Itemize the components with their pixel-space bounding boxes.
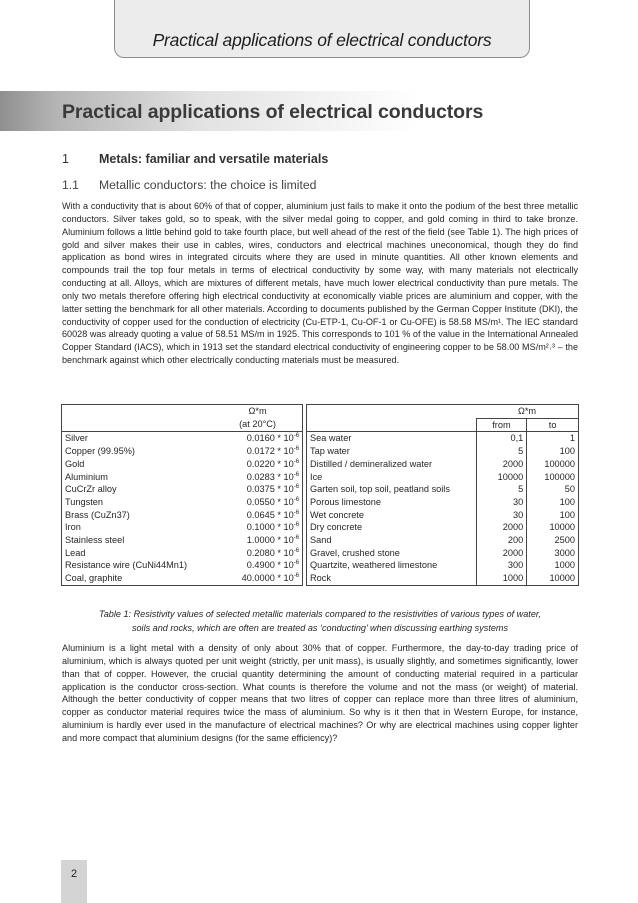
medium-name: Sand	[307, 534, 477, 547]
table-row	[62, 496, 579, 509]
material-resistivity: $0.0645 * 10^{-6}$	[213, 509, 303, 522]
medium-name: Ice	[307, 471, 477, 484]
medium-name: Distilled / demineralized water	[307, 458, 477, 471]
subsection-title: Metallic conductors: the choice is limited	[99, 178, 317, 192]
medium-from: 1000	[476, 572, 527, 585]
exponent: -6	[293, 534, 300, 541]
medium-to: 50	[527, 483, 579, 496]
subsection-number: 1.1	[62, 178, 79, 192]
body-paragraph-2: Aluminium is a light metal with a density of only about 30% that of copper. Furthermore, the day-to-day trading price of aluminium, which is always quoted per unit weight (strictly, per unit mass), is usually slightly, and sometimes significantly, lower than that of copper. However, the crucial quantity determining the amount of conducting material required in a particular application is the conductor cross-section. What counts is therefore the volume and not the mass (or weight) of material. Although the better conductivity of copper means that two litres of copper can replace more than three litres of aluminium, copper as conductor material requires twice the mass of aluminium. So why is it then that in Western Europe, for instance, aluminium is hardly ever used in the manufacture of electrical machines? Or why are electrical machines using copper lighter and more compact that aluminium designs (for the same efficiency)?	[62, 643, 578, 743]
medium-from: 2000	[476, 458, 527, 471]
page-title: Practical applications of electrical conductors	[62, 101, 484, 123]
material-name: Tungsten	[62, 496, 214, 509]
table-row	[62, 458, 579, 471]
material-name: Copper (99.95%)	[62, 445, 214, 458]
material-resistivity: $0.0283 * 10^{-6}$	[213, 471, 303, 484]
material-name: Coal, graphite	[62, 572, 214, 585]
resistivity-table	[61, 404, 579, 586]
material-resistivity: $1.0000 * 10^{-6}$	[213, 534, 303, 547]
table-header-unit-left: Ω*m	[213, 405, 303, 419]
medium-name: Gravel, crushed stone	[307, 547, 477, 560]
table-row	[62, 521, 579, 534]
material-resistivity: $0.0375 * 10^{-6}$	[213, 483, 303, 496]
table-row	[62, 547, 579, 560]
exponent: -6	[293, 496, 300, 503]
medium-from: 2000	[476, 521, 527, 534]
material-name: Silver	[62, 432, 214, 445]
table-row	[62, 471, 579, 484]
table-row	[62, 483, 579, 496]
medium-name: Quartzite, weathered limestone	[307, 559, 477, 572]
material-resistivity: $40.0000 * 10^{-6}$	[213, 572, 303, 585]
table-header-unit-right: Ω*m	[476, 405, 578, 419]
medium-name: Porous limestone	[307, 496, 477, 509]
medium-to: 2500	[527, 534, 579, 547]
exponent: -6	[293, 547, 300, 554]
exponent: -6	[293, 522, 300, 529]
medium-from: 5	[476, 445, 527, 458]
caption-line-2: soils and rocks, which are often are treated as ‘conducting’ when discussing earthing systems	[131, 622, 509, 633]
medium-from: 30	[476, 509, 527, 522]
material-resistivity: $0.0172 * 10^{-6}$	[213, 445, 303, 458]
body-paragraph-1: With a conductivity that is about 60% of that of copper, aluminium just fails to make it onto the podium of the best three metallic conductors. Silver takes gold, so to speak, with the silver medal going to copper, and gold coming in third to take bronze. Aluminium follows a little behind gold to take fourth place, but well ahead of the rest of the field (see Table 1). The high prices of gold and silver makes their use in cables, wires, conductors and electrical machines uneconomical, though they do find application as bond wires in integrated circuits where they are used in minute quantities. All other known elements and compounds trail the top four metals in terms of electrical conductivity by some way, with many materials not electrically conducting at all. Alloys, which are mixtures of different metals, have much lower electrical conductivity than pure metals. The only two metals therefore offering high electrical conductivity at economically viable prices are aluminium and copper, with the latter setting the benchmark for all other materials. According to documents published by the German Copper Institute (DKI), the conductivity of copper used for the conduction of electricity (Cu-ETP-1, Cu-OF-1 or Cu-OFE) is 58.58 MS/m¹. The IEC standard 60028 was already quoting a value of 58.51 MS/m in 1925. This corresponds to 101 % of the value in the International Annealed Copper Standard (IACS), which in 1913 set the standard electrical conductivity of engineering copper to be 58.00 MS/m²˒³ – the benchmark against which other electrically conducting materials must be measured.	[62, 201, 578, 366]
table-body	[62, 432, 579, 585]
material-name: CuCrZr alloy	[62, 483, 214, 496]
material-name: Iron	[62, 521, 214, 534]
running-header	[114, 0, 530, 58]
medium-to: 10000	[527, 521, 579, 534]
material-resistivity: $0.0220 * 10^{-6}$	[213, 458, 303, 471]
material-resistivity: $0.0550 * 10^{-6}$	[213, 496, 303, 509]
material-name: Stainless steel	[62, 534, 214, 547]
medium-from: 300	[476, 559, 527, 572]
section-title: Metals: familiar and versatile materials	[99, 152, 329, 166]
material-resistivity: $0.2080 * 10^{-6}$	[213, 547, 303, 560]
medium-from: 200	[476, 534, 527, 547]
medium-from: 2000	[476, 547, 527, 560]
caption-line-1: Table 1: Resistivity values of selected metallic materials compared to the resistivities of various types of water,	[99, 609, 541, 619]
table-header-blank	[62, 405, 214, 419]
table-row	[62, 432, 579, 445]
exponent: -6	[293, 446, 300, 453]
medium-to: 100000	[527, 471, 579, 484]
medium-to: 10000	[527, 572, 579, 585]
exponent: -6	[293, 433, 300, 440]
table-header-temperature: (at 20°C)	[213, 418, 303, 432]
page-number-box	[61, 860, 87, 903]
medium-name: Dry concrete	[307, 521, 477, 534]
section-heading	[62, 152, 328, 166]
material-resistivity: $0.0160 * 10^{-6}$	[213, 432, 303, 445]
table-row	[62, 509, 579, 522]
table-header-to: to	[527, 418, 579, 432]
table-row	[62, 572, 579, 585]
section-number: 1	[62, 152, 69, 166]
medium-name: Garten soil, top soil, peatland soils	[307, 483, 477, 496]
medium-from: 5	[476, 483, 527, 496]
material-name: Brass (CuZn37)	[62, 509, 214, 522]
material-name: Lead	[62, 547, 214, 560]
material-name: Aluminium	[62, 471, 214, 484]
exponent: -6	[293, 458, 300, 465]
material-name: Resistance wire (CuNi44Mn1)	[62, 559, 214, 572]
table-caption	[62, 608, 578, 635]
medium-to: 100	[527, 496, 579, 509]
medium-to: 3000	[527, 547, 579, 560]
table-row	[62, 445, 579, 458]
material-resistivity: $0.1000 * 10^{-6}$	[213, 521, 303, 534]
table-row	[62, 534, 579, 547]
medium-to: 100	[527, 509, 579, 522]
medium-from: 30	[476, 496, 527, 509]
medium-name: Tap water	[307, 445, 477, 458]
medium-to: 100	[527, 445, 579, 458]
subsection-heading	[62, 178, 316, 192]
exponent: -6	[293, 484, 300, 491]
material-name: Gold	[62, 458, 214, 471]
exponent: -6	[293, 573, 300, 580]
medium-to: 100000	[527, 458, 579, 471]
exponent: -6	[293, 509, 300, 516]
medium-name: Wet concrete	[307, 509, 477, 522]
medium-to: 1000	[527, 559, 579, 572]
table-row	[62, 559, 579, 572]
medium-name: Sea water	[307, 432, 477, 445]
running-header-text: Practical applications of electrical conductors	[152, 30, 492, 50]
exponent: -6	[293, 560, 300, 567]
medium-from: 0,1	[476, 432, 527, 445]
material-resistivity: $0.4900 * 10^{-6}$	[213, 559, 303, 572]
table-header-from: from	[476, 418, 527, 432]
medium-from: 10000	[476, 471, 527, 484]
medium-name: Rock	[307, 572, 477, 585]
medium-to: 1	[527, 432, 579, 445]
page-number: 2	[70, 868, 78, 880]
exponent: -6	[293, 471, 300, 478]
